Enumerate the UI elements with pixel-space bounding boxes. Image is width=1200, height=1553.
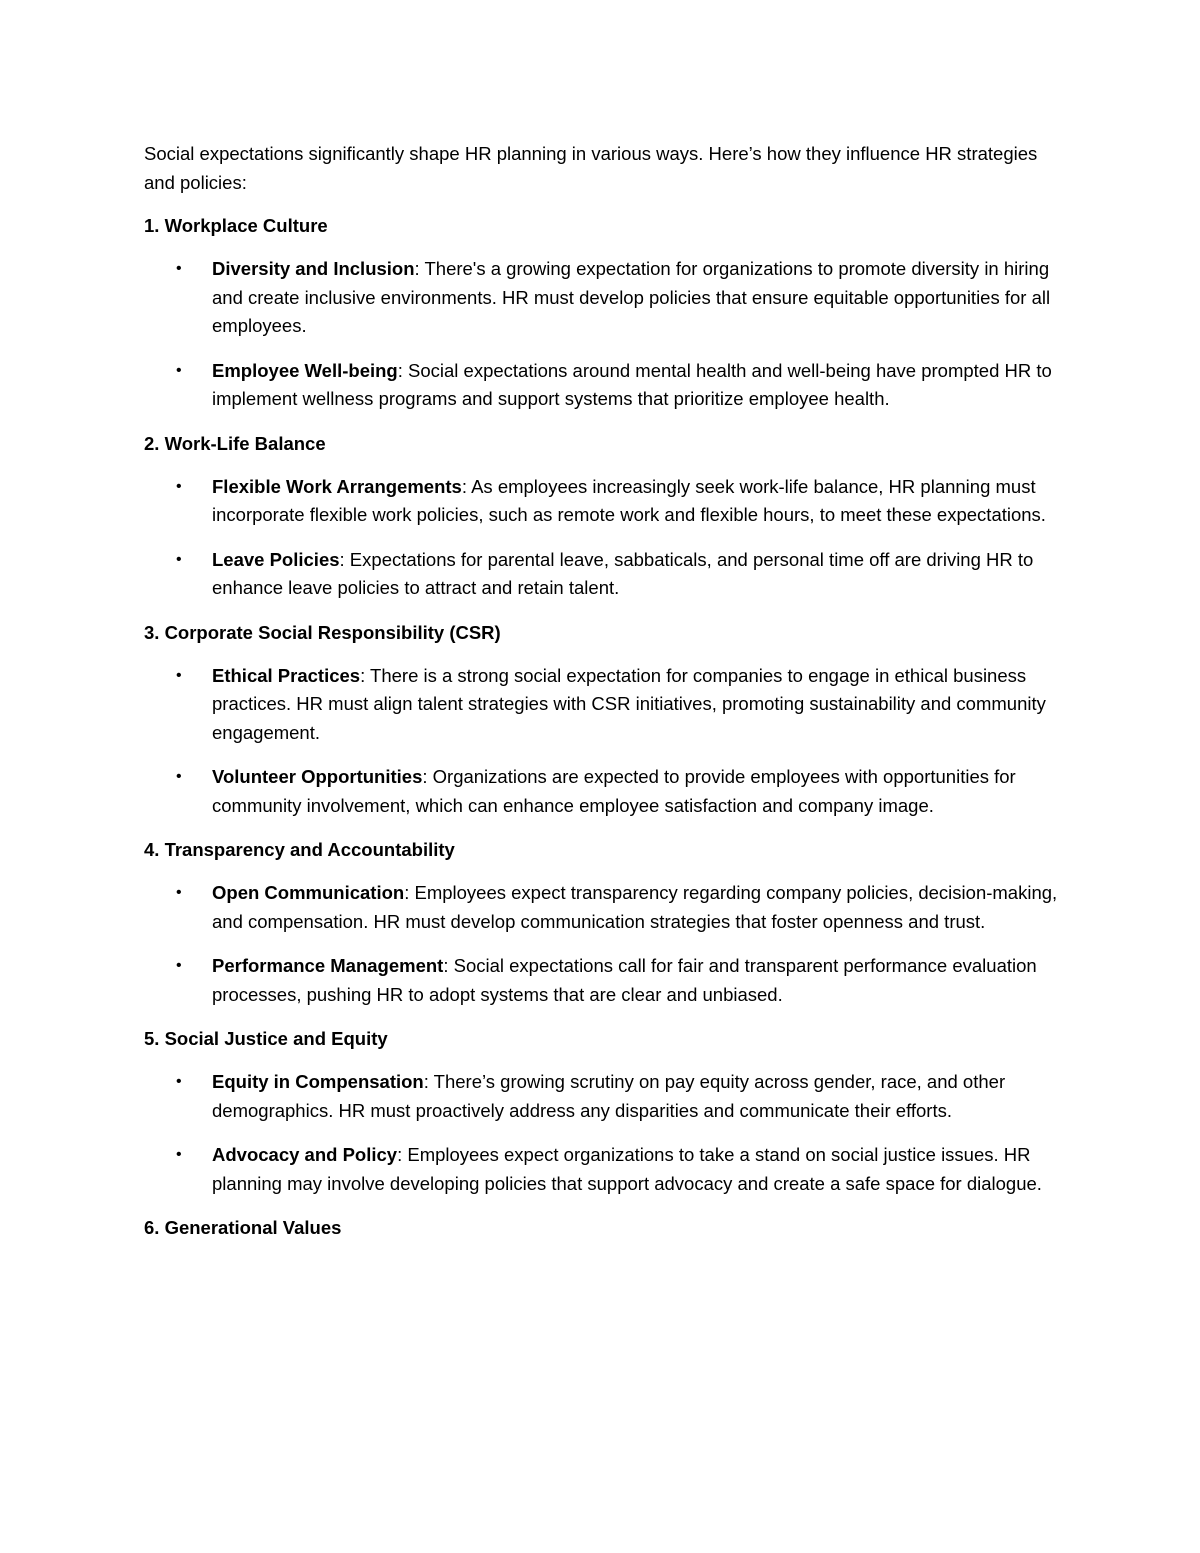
item-term: Advocacy and Policy [212,1144,398,1165]
section-generational-values [144,1214,1064,1242]
item-term: Flexible Work Arrangements [212,475,462,497]
section-heading: 3. Corporate Social Responsibility (CSR) [144,621,501,643]
item-term: Employee Well-being [212,359,398,381]
item-text: : There is a strong social expectation for companies to engage in ethical business practices. HR must align talent strategies with CSR initiatives, promoting sustainability and community engagement. [212,664,1046,743]
bullet-icon: • [176,477,182,495]
item-text: : Social expectations call for fair and transparent performance evaluation processes, pushing HR to adopt systems that are clear and unbiased. [212,955,1037,1005]
section-heading: 4. Transparency and Accountability [144,839,455,860]
intro-paragraph: Social expectations significantly shape HR planning in various ways. Here’s how they influence HR strategies and policies: [144,143,1038,193]
item-text: : There’s growing scrutiny on pay equity across gender, race, and other demographics. HR must proactively address any disparities and communicate their efforts. [212,1071,1006,1121]
bullet-icon: • [176,1146,182,1163]
bullet-icon: • [176,884,182,901]
list-item [144,473,1064,530]
bullet-list [144,255,1064,414]
section-workplace-culture [144,212,1064,414]
bullet-list [144,1068,1064,1198]
list-item [144,255,1064,341]
bullet-icon: • [176,768,182,785]
item-term: Volunteer Opportunities [212,766,423,787]
section-social-justice [144,1025,1064,1198]
bullet-icon: • [176,957,182,974]
bullet-list [144,662,1064,821]
item-text: : Social expectations around mental health and well-being have prompted HR to implement wellness programs and support systems that prioritize employee health. [212,359,1052,409]
item-term: Open Communication [212,882,405,903]
bullet-icon: • [176,1073,182,1090]
item-text: : Employees expect organizations to take a stand on social justice issues. HR planning may involve developing policies that support advocacy and create a safe space for dialogue. [212,1144,1042,1194]
bullet-icon: • [176,361,182,379]
list-item [144,357,1064,414]
list-item [144,1068,1064,1125]
list-item [144,879,1064,936]
item-text: : Employees expect transparency regarding company policies, decision-making, and compensation. HR must develop communication strategies that foster openness and trust. [212,882,1058,932]
list-item [144,546,1064,603]
item-term: Diversity and Inclusion [212,258,415,279]
list-item [144,662,1064,748]
bullet-list [144,473,1064,603]
section-work-life-balance [144,430,1064,603]
item-text: : As employees increasingly seek work-life balance, HR planning must incorporate flexible work policies, such as remote work and flexible hours, to meet these expectations. [212,475,1046,525]
list-item [144,763,1064,820]
list-item [144,1141,1064,1198]
item-text: : Expectations for parental leave, sabbaticals, and personal time off are driving HR to enhance leave policies to attract and retain talent. [212,548,1034,598]
section-heading: 5. Social Justice and Equity [144,1028,388,1049]
section-heading: 2. Work-Life Balance [144,432,326,454]
bullet-icon: • [176,550,182,568]
item-term: Equity in Compensation [212,1071,424,1092]
item-text: : Organizations are expected to provide employees with opportunities for community involvement, which can enhance employee satisfaction and company image. [212,766,1016,816]
item-term: Ethical Practices [212,664,361,686]
item-term: Leave Policies [212,548,340,570]
section-heading: 6. Generational Values [144,1217,342,1238]
item-term: Performance Management [212,955,444,976]
section-csr [144,619,1064,821]
item-text: : There's a growing expectation for organizations to promote diversity in hiring and create inclusive environments. HR must develop policies that ensure equitable opportunities for all employees. [212,258,1051,336]
bullet-icon: • [176,666,182,684]
document-page [144,140,1064,1257]
bullet-list [144,879,1064,1009]
section-transparency [144,836,1064,1009]
section-heading: 1. Workplace Culture [144,215,328,236]
bullet-icon: • [176,260,182,277]
list-item [144,952,1064,1009]
